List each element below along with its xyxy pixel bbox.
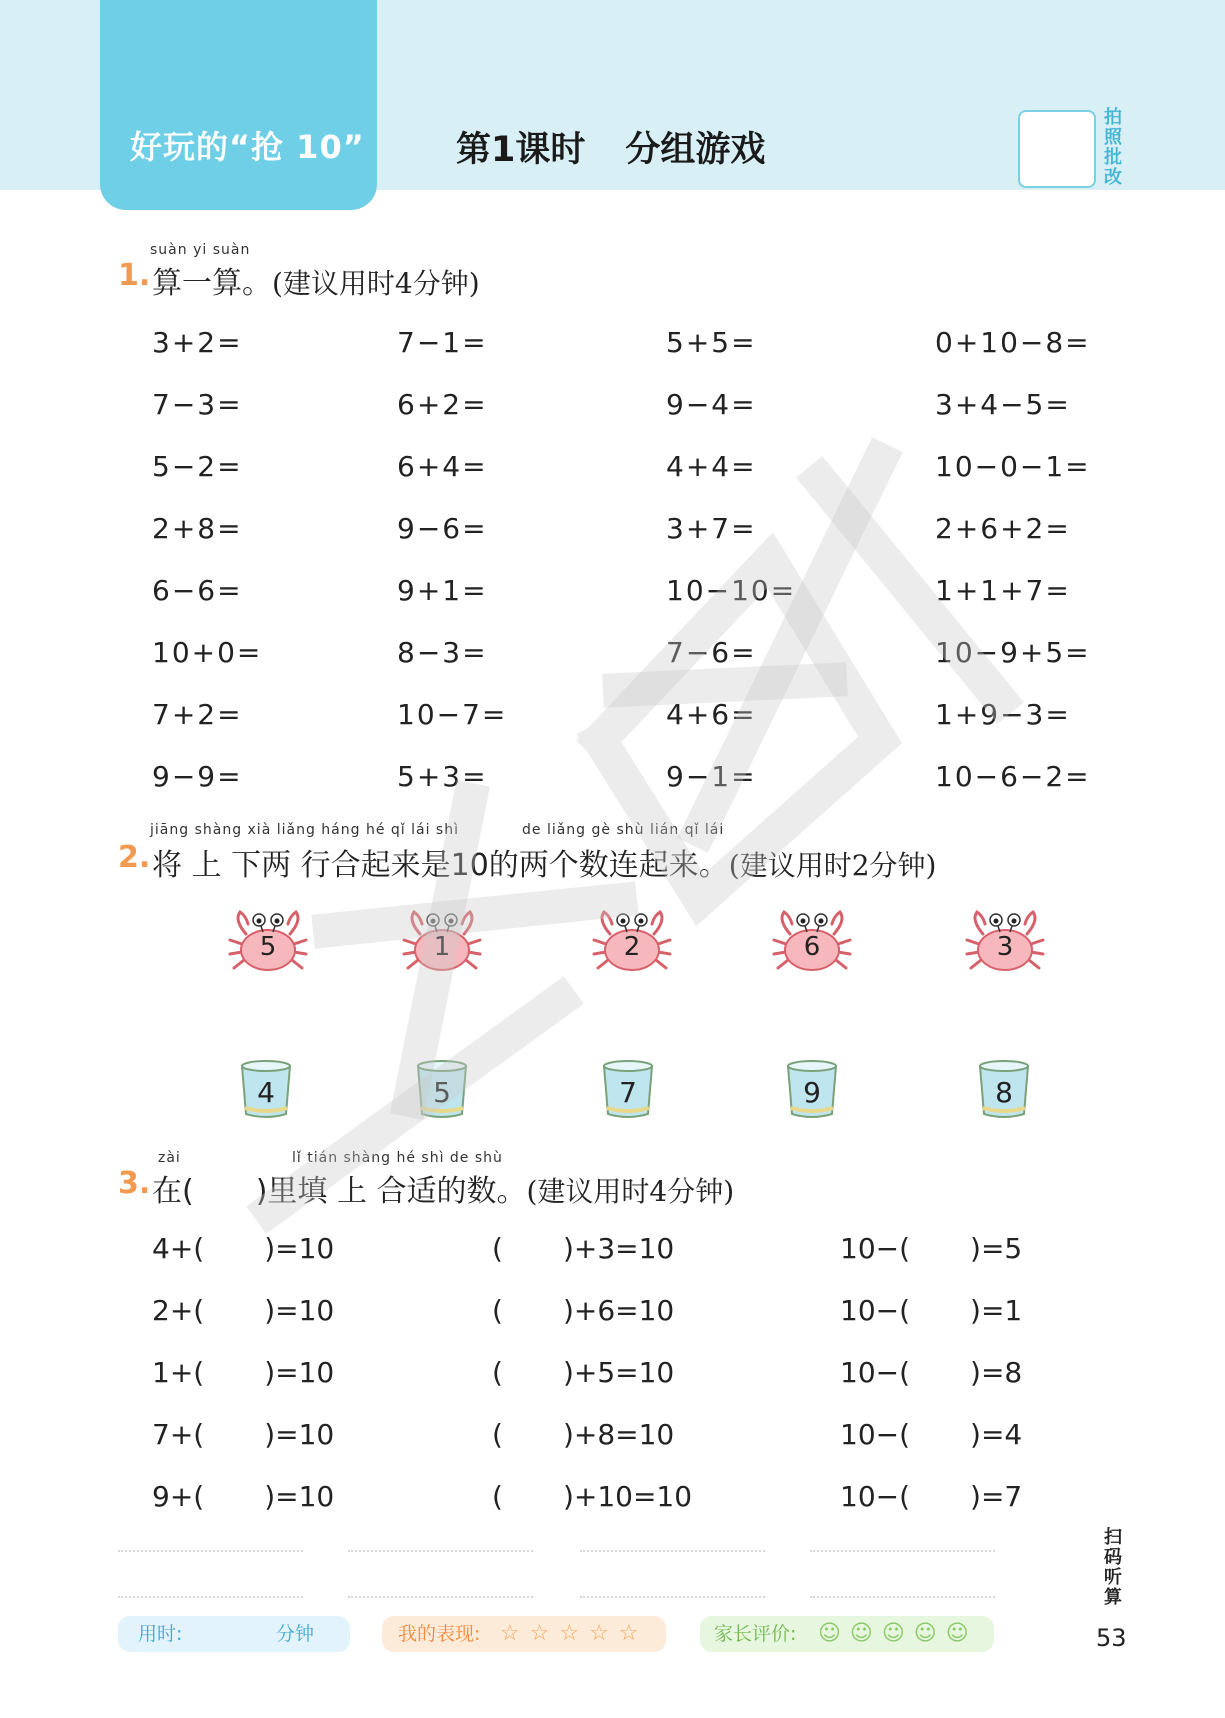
q3-problem	[840, 1480, 1022, 1513]
q1-problem[interactable]: 9+1=	[397, 574, 488, 607]
crab-card[interactable]	[965, 906, 1045, 976]
q3-problem	[152, 1232, 334, 1265]
star-rating-icons[interactable]: ☆☆☆☆☆	[500, 1621, 649, 1646]
q1-problem[interactable]: 10+0=	[152, 636, 263, 669]
q3-problem-right: )+3=10	[562, 1232, 675, 1265]
q1-problem[interactable]: 7−3=	[152, 388, 243, 421]
q3-problem-right: )=1	[970, 1294, 1023, 1327]
q1-problem[interactable]: 10−6−2=	[935, 760, 1091, 793]
q3-problem-right: )+6=10	[562, 1294, 675, 1327]
q3-problem-right: )=10	[264, 1418, 335, 1451]
q1-problem[interactable]: 4+4=	[666, 450, 757, 483]
q1-problem[interactable]: 6+2=	[397, 388, 488, 421]
parent-rating	[700, 1616, 994, 1652]
q3-problem-right: )+8=10	[562, 1418, 675, 1451]
q1-problem[interactable]: 9−9=	[152, 760, 243, 793]
q2-time-hint: (建议用时2分钟)	[728, 849, 937, 882]
q1-problem[interactable]: 3+7=	[666, 512, 757, 545]
crab-card[interactable]	[402, 906, 482, 976]
q3-problem-left: (	[492, 1294, 503, 1327]
bucket-card[interactable]	[414, 1058, 470, 1122]
bucket-card[interactable]	[600, 1058, 656, 1122]
q3-problem-right: )+10=10	[562, 1480, 693, 1513]
q2-text: 将 上 下两 行合起来是10的两个数连起来。	[152, 848, 729, 883]
page-number: 53	[1096, 1624, 1127, 1652]
bucket-card[interactable]	[238, 1058, 294, 1122]
q3-problem-left: 9+(	[152, 1480, 205, 1513]
bucket-number: 4	[257, 1076, 275, 1109]
writing-line	[118, 1550, 303, 1552]
crab-number: 5	[259, 932, 277, 962]
q1-problem[interactable]: 7+2=	[152, 698, 243, 731]
q3-problem-left: 10−(	[840, 1356, 911, 1389]
q3-problem	[840, 1418, 1022, 1451]
time-unit: 分钟	[276, 1623, 315, 1645]
q3-problem	[492, 1232, 674, 1265]
q3-pinyin-b: lǐ tián shàng hé shì de shù	[292, 1150, 503, 1166]
q1-problem[interactable]: 8−3=	[397, 636, 488, 669]
time-label: 用时:	[138, 1623, 183, 1645]
q3-problem-right: )=8	[970, 1356, 1023, 1389]
q3-problem	[152, 1294, 334, 1327]
q1-text: 算一算。	[152, 266, 272, 301]
writing-line	[348, 1596, 533, 1598]
q3-problem-right: )=5	[970, 1232, 1023, 1265]
photo-upload-box[interactable]	[1018, 110, 1096, 188]
performance-label: 我的表现:	[398, 1623, 481, 1645]
writing-line	[580, 1596, 765, 1598]
q3-problem	[840, 1294, 1022, 1327]
q3-problem-right: )=4	[970, 1418, 1023, 1451]
q1-problem[interactable]: 4+6=	[666, 698, 757, 731]
lesson-title	[456, 122, 765, 172]
bucket-card[interactable]	[976, 1058, 1032, 1122]
q1-number: 1.	[118, 258, 151, 293]
q3-text-b: )里填 上 合适的数。	[255, 1174, 527, 1209]
q3-problem-left: 10−(	[840, 1232, 911, 1265]
q1-problem[interactable]: 1+9−3=	[935, 698, 1071, 731]
q3-problem-right: )=10	[264, 1294, 335, 1327]
q3-problem-right: )=7	[970, 1480, 1023, 1513]
q3-problem-left: (	[492, 1480, 503, 1513]
crab-card[interactable]	[228, 906, 308, 976]
q3-problem	[492, 1294, 674, 1327]
q1-problem[interactable]: 1+1+7=	[935, 574, 1071, 607]
crab-number: 1	[433, 932, 451, 962]
q3-time-hint: (建议用时4分钟)	[526, 1175, 735, 1208]
q3-problem-left: (	[492, 1232, 503, 1265]
smiley-rating-icons[interactable]: ☺☺☺☺☺	[818, 1621, 978, 1646]
q2-pinyin-a: jiāng shàng xià liǎng háng hé qǐ lái shì	[150, 822, 459, 838]
q3-problem-right: )=10	[264, 1480, 335, 1513]
q3-instruction	[152, 1166, 734, 1210]
q3-problem	[152, 1480, 334, 1513]
q3-problem-left: 10−(	[840, 1294, 911, 1327]
q1-pinyin: suàn yi suàn	[150, 242, 251, 258]
q3-problem-right: )=10	[264, 1232, 335, 1265]
q1-problem[interactable]: 7−6=	[666, 636, 757, 669]
q3-problem-left: 7+(	[152, 1418, 205, 1451]
bucket-number: 8	[995, 1076, 1013, 1109]
crab-card[interactable]	[592, 906, 672, 976]
crab-number: 6	[803, 932, 821, 962]
q1-problem[interactable]: 5+3=	[397, 760, 488, 793]
q1-problem[interactable]: 3+2=	[152, 326, 243, 359]
q1-problem[interactable]: 6+4=	[397, 450, 488, 483]
q3-problem-right: )=10	[264, 1356, 335, 1389]
bucket-number: 9	[803, 1076, 821, 1109]
bucket-number: 5	[433, 1076, 451, 1109]
parent-label: 家长评价:	[714, 1623, 797, 1645]
q1-time-hint: (建议用时4分钟)	[272, 267, 480, 300]
q3-problem-left: 4+(	[152, 1232, 205, 1265]
q3-problem-right: )+5=10	[562, 1356, 675, 1389]
q1-problem[interactable]: 9−1=	[666, 760, 757, 793]
q2-pinyin-b: de liǎng gè shù lián qǐ lái	[522, 822, 725, 838]
writing-line	[348, 1550, 533, 1552]
q3-problem	[492, 1356, 674, 1389]
writing-line	[810, 1596, 995, 1598]
crab-card[interactable]	[772, 906, 852, 976]
q1-problem[interactable]: 10−7=	[397, 698, 508, 731]
q3-number: 3.	[118, 1166, 151, 1201]
q2-number: 2.	[118, 840, 151, 875]
q1-problem[interactable]: 2+6+2=	[935, 512, 1071, 545]
q3-problem	[152, 1356, 334, 1389]
q3-problem-left: (	[492, 1418, 503, 1451]
q3-problem-left: 2+(	[152, 1294, 205, 1327]
lesson-number: 第1课时	[456, 130, 586, 170]
q1-problem[interactable]: 6−6=	[152, 574, 243, 607]
bucket-number: 7	[619, 1076, 637, 1109]
unit-title: 好玩的“抢 10”	[130, 128, 365, 166]
q1-problem[interactable]: 3+4−5=	[935, 388, 1071, 421]
q1-problem[interactable]: 9−4=	[666, 388, 757, 421]
q1-problem[interactable]: 10−10=	[666, 574, 797, 607]
q1-problem[interactable]: 7−1=	[397, 326, 488, 359]
q1-problem[interactable]: 5−2=	[152, 450, 243, 483]
bucket-card[interactable]	[784, 1058, 840, 1122]
time-used-field[interactable]	[118, 1616, 350, 1652]
q3-problem-left: 10−(	[840, 1480, 911, 1513]
self-rating	[382, 1616, 666, 1652]
q3-pinyin-a: zài	[158, 1150, 181, 1166]
q1-problem[interactable]: 10−0−1=	[935, 450, 1091, 483]
writing-line	[580, 1550, 765, 1552]
q3-problem	[840, 1356, 1022, 1389]
q3-problem-left: 1+(	[152, 1356, 205, 1389]
q2-instruction	[152, 840, 936, 884]
q1-problem[interactable]: 9−6=	[397, 512, 488, 545]
q1-problem[interactable]: 0+10−8=	[935, 326, 1091, 359]
crab-number: 3	[996, 932, 1014, 962]
q1-problem[interactable]: 2+8=	[152, 512, 243, 545]
lesson-name: 分组游戏	[625, 130, 766, 170]
writing-line	[810, 1550, 995, 1552]
writing-line	[118, 1596, 303, 1598]
q3-text-a: 在(	[152, 1174, 194, 1209]
crab-number: 2	[623, 932, 641, 962]
q3-problem-left: 10−(	[840, 1418, 911, 1451]
q1-instruction	[152, 258, 480, 302]
q3-problem	[492, 1418, 674, 1451]
unit-tab	[100, 0, 377, 210]
q3-problem-left: (	[492, 1356, 503, 1389]
photo-grade-label[interactable]: 拍照批改	[1104, 107, 1122, 188]
q1-problem[interactable]: 5+5=	[666, 326, 757, 359]
q3-problem	[840, 1232, 1022, 1265]
q3-problem	[152, 1418, 334, 1451]
q3-problem	[492, 1480, 692, 1513]
q1-problem[interactable]: 10−9+5=	[935, 636, 1091, 669]
scan-listen-label[interactable]: 扫码听算	[1104, 1527, 1122, 1608]
